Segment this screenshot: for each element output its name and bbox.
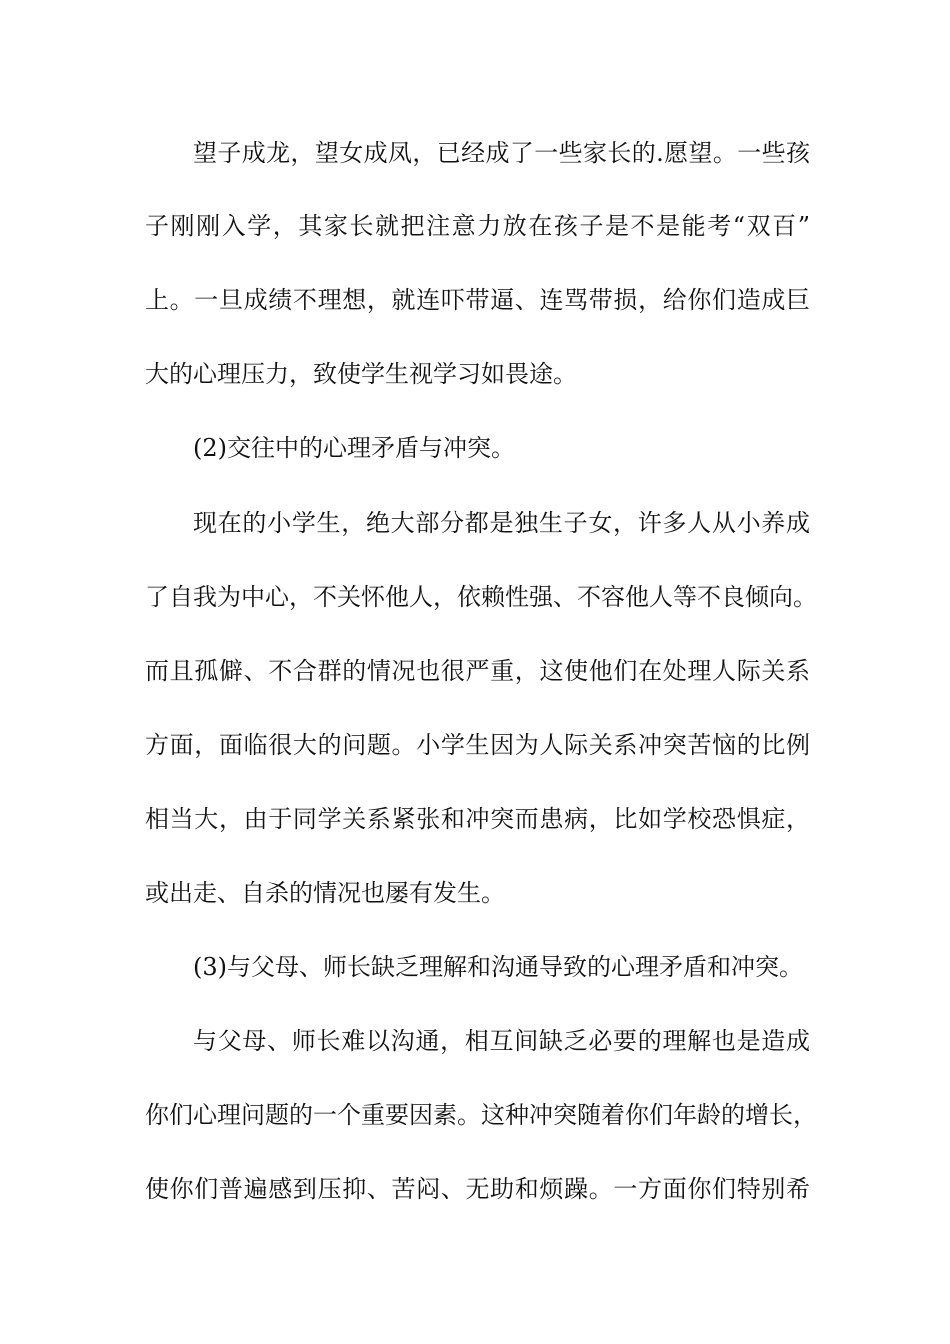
paragraph-line: 使你们普遍感到压抑、苦闷、无助和烦躁。一方面你们特别希 (145, 1175, 810, 1203)
paragraph-line: 相当大，由于同学关系紧张和冲突而患病，比如学校恐惧症， (145, 805, 810, 833)
paragraph-line: 而且孤僻、不合群的情况也很严重，这使他们在处理人际关系 (145, 657, 810, 685)
paragraph-line: 子刚刚入学，其家长就把注意力放在孩子是不是能考“双百” (145, 212, 810, 240)
paragraph-line: 望子成龙，望女成凤，已经成了一些家长的.愿望。一些孩 (193, 139, 810, 167)
paragraph-line: 方面，面临很大的问题。小学生因为人际关系冲突苦恼的比例 (145, 731, 810, 759)
paragraph-line: 大的心理压力，致使学生视学习如畏途。 (145, 360, 577, 388)
paragraph-line: 现在的小学生，绝大部分都是独生子女，许多人从小养成 (193, 509, 810, 537)
paragraph-line: 与父母、师长难以沟通，相互间缺乏必要的理解也是造成 (193, 1027, 810, 1055)
paragraph-line: 上。一旦成绩不理想，就连吓带逼、连骂带损，给你们造成巨 (145, 286, 810, 314)
section-heading: (3)与父母、师长缺乏理解和沟通导致的心理矛盾和冲突。 (193, 953, 803, 981)
section-heading: (2)交往中的心理矛盾与冲突。 (193, 434, 515, 462)
paragraph-line: 你们心理问题的一个重要因素。这种冲突随着你们年龄的增长， (145, 1101, 817, 1129)
paragraph-line: 了自我为中心，不关怀他人，依赖性强、不容他人等不良倾向。 (145, 583, 817, 611)
paragraph-line: 或出走、自杀的情况也屡有发生。 (145, 879, 505, 907)
